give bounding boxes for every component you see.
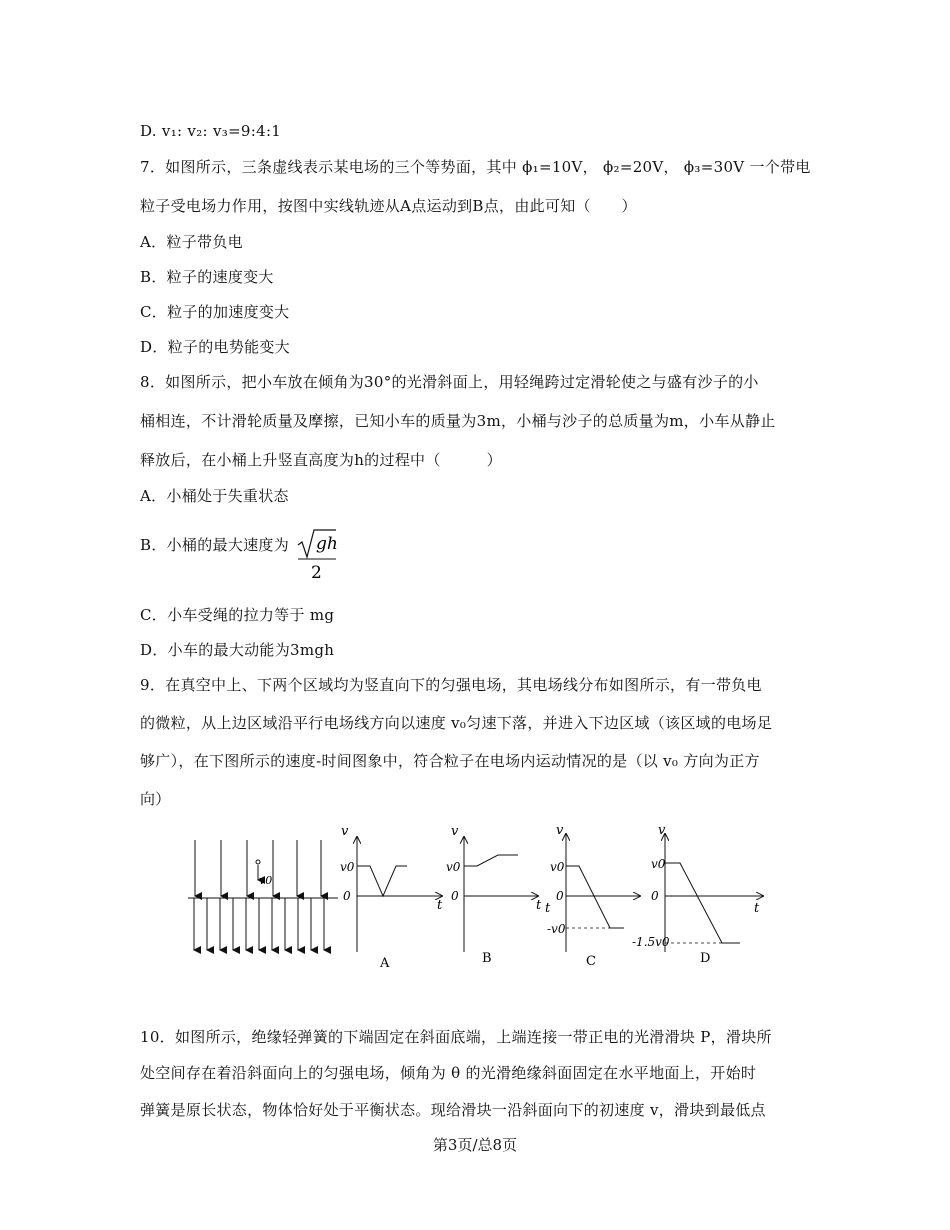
question-9-line-4: 向） bbox=[140, 790, 171, 808]
graph-a-v0: v0 bbox=[340, 860, 355, 874]
graph-c-v0: v0 bbox=[550, 860, 565, 874]
graph-c-v-label: v bbox=[556, 823, 564, 838]
question-7-line-1: 7．如图所示，三条虚线表示某电场的三个等势面，其中 ϕ₁=10V， ϕ₂=20V， ϕ₃=30V 一个带电 bbox=[140, 158, 811, 176]
graph-b-label: B bbox=[482, 951, 492, 966]
graph-d-t-label: t bbox=[754, 901, 760, 916]
graph-c-label: C bbox=[586, 954, 596, 969]
graph-a-label: A bbox=[380, 956, 390, 971]
graph-d-label: D bbox=[700, 951, 711, 966]
q8-option-b bbox=[140, 535, 289, 555]
graph-d-neg-v0: -1.5v0 bbox=[632, 935, 670, 949]
graph-a-t-label: t bbox=[437, 898, 443, 913]
graph-b-t-label: t bbox=[536, 898, 542, 913]
question-10-line-2: 处空间存在着沿斜面向上的匀强电场，倾角为 θ 的光滑绝缘斜面固定在水平地面上，开始时 bbox=[140, 1064, 757, 1082]
graph-d bbox=[632, 823, 763, 966]
charged-particle bbox=[256, 860, 260, 864]
question-10-line-1: 10．如图所示，绝缘轻弹簧的下端固定在斜面底端，上端连接一带正电的光滑滑块 P，滑块所 bbox=[140, 1028, 772, 1046]
graph-b-origin: 0 bbox=[451, 889, 459, 903]
formula-denominator: 2 bbox=[311, 563, 322, 583]
question-8-line-3: 释放后，在小桶上升竖直高度为h的过程中（ ） bbox=[140, 451, 502, 469]
graph-d-v-label: v bbox=[658, 823, 666, 838]
electric-field-diagram bbox=[188, 840, 338, 950]
formula-numerator: gh bbox=[316, 534, 338, 554]
q7-option-b: B．粒子的速度变大 bbox=[140, 268, 274, 286]
particle-velocity-label: v0 bbox=[259, 874, 273, 887]
page-footer: 第3页/总8页 bbox=[432, 1136, 518, 1154]
graph-a-v-label: v bbox=[341, 824, 349, 839]
question-7-line-2: 粒子受电场力作用，按图中实线轨迹从A点运动到B点，由此可知（ ） bbox=[140, 197, 637, 215]
option-d-q6: D. v₁: v₂: v₃=9:4:1 bbox=[140, 122, 282, 140]
question-8-line-1: 8．如图所示，把小车放在倾角为30°的光滑斜面上，用轻绳跨过定滑轮使之与盛有沙子的小 bbox=[140, 373, 759, 391]
q8-option-b-text: B．小桶的最大速度为 bbox=[140, 536, 290, 554]
graph-c-t-label: t bbox=[545, 901, 551, 916]
q7-option-a: A．粒子带负电 bbox=[140, 233, 243, 251]
q9-figure bbox=[180, 822, 780, 972]
question-9-line-3: 够广），在下图所示的速度-时间图象中，符合粒子在电场内运动情况的是（以 v₀ 方向为正方 bbox=[140, 752, 760, 770]
graph-a bbox=[340, 824, 443, 971]
graph-b-v0: v0 bbox=[446, 860, 461, 874]
question-8-line-2: 桶相连，不计滑轮质量及摩擦，已知小车的质量为3m，小桶与沙子的总质量为m，小车从静止 bbox=[140, 412, 776, 430]
question-9-line-2: 的微粒，从上边区域沿平行电场线方向以速度 v₀匀速下落，并进入下边区域（该区域的电场足 bbox=[140, 714, 773, 732]
graph-d-origin: 0 bbox=[651, 889, 659, 903]
q7-option-d: D．粒子的电势能变大 bbox=[140, 338, 291, 356]
graph-c bbox=[545, 823, 640, 969]
question-10-line-3: 弹簧是原长状态，物体恰好处于平衡状态。现给滑块一沿斜面向下的初速度 v，滑块到最低点 bbox=[140, 1101, 766, 1119]
sqrt-formula bbox=[296, 528, 340, 584]
q8-option-c: C．小车受绳的拉力等于 mg bbox=[140, 606, 335, 624]
q8-option-a: A．小桶处于失重状态 bbox=[140, 487, 289, 505]
graph-c-neg-v0: -v0 bbox=[547, 922, 566, 936]
graph-d-v0: v0 bbox=[651, 857, 666, 871]
graph-c-origin: 0 bbox=[556, 889, 564, 903]
graph-a-origin: 0 bbox=[343, 889, 351, 903]
q7-option-c: C．粒子的加速度变大 bbox=[140, 303, 290, 321]
q8-option-d: D．小车的最大动能为3mgh bbox=[140, 641, 335, 659]
graph-b bbox=[446, 824, 542, 966]
question-9-line-1: 9．在真空中上、下两个区域均为竖直向下的匀强电场，其电场线分布如图所示，有一带负电 bbox=[140, 676, 762, 694]
graph-b-v-label: v bbox=[451, 824, 459, 839]
